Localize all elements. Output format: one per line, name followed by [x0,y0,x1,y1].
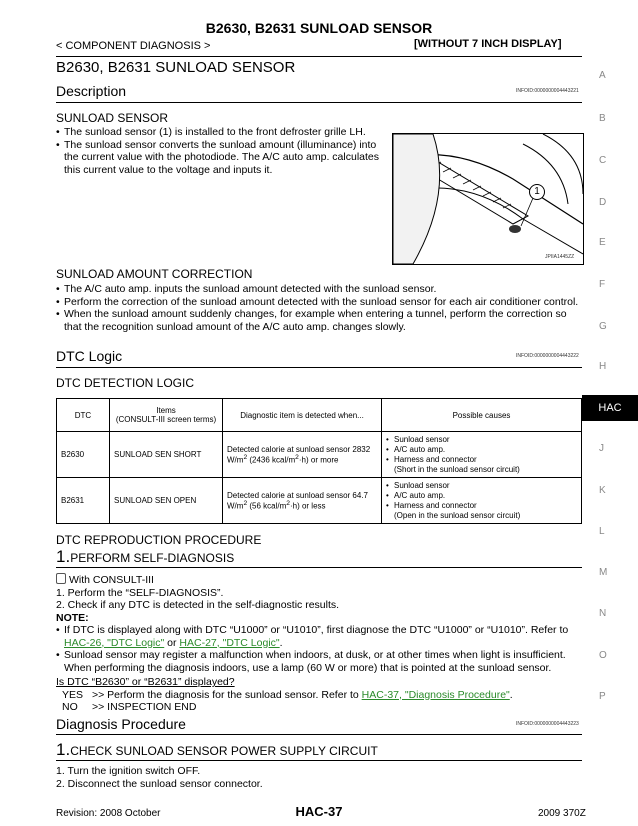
footer-revision: Revision: 2008 October [56,808,161,819]
divider [56,760,582,761]
step-number: 1. [56,740,71,759]
yes-line: YES >> Perform the diagnosis for the sunload sensor. Refer to HAC-37, "Diagnosis Procedure". [62,688,513,701]
section-tab-hac[interactable]: HAC [582,395,638,421]
dtc-condition: Detected calorie at sunload sensor 64.7 $W/m^2$ (56 kcal/$m^2\cdot h$) or less [223,478,382,524]
link-hac-27[interactable]: HAC-27, "DTC Logic" [179,636,280,649]
side-letter: K [599,485,606,496]
side-letter: E [599,237,606,248]
list-item: • Perform the correction of the sunload amount detected with the sunload sensor for each air conditioner control. [56,296,584,309]
description-bullets [56,126,386,176]
sunload-sensor-heading: SUNLOAD SENSOR [56,111,169,125]
diagnosis-ref: INFOID:0000000004443223 [516,721,579,727]
consult-icon [56,573,66,584]
side-letter: P [599,691,606,702]
dtc-code: B2630 [57,432,110,478]
dtc-item: SUNLOAD SEN OPEN [110,478,223,524]
step-heading [56,547,234,567]
divider [56,734,582,735]
diagnosis-heading: Diagnosis Procedure [56,716,186,732]
side-letter: L [599,526,605,537]
side-letter: N [599,608,607,619]
step-number: 1. [56,547,71,566]
list-item: • The sunload sensor (1) is installed to the front defroster grille LH. [56,126,386,139]
note-bullets [56,624,584,674]
side-letter: O [599,650,607,661]
list-item: 1. Perform the “SELF-DIAGNOSIS”. [56,586,224,599]
sunload-sensor-figure [392,133,584,265]
list-item: 2. Check if any DTC is detected in the self-diagnostic results. [56,599,340,611]
page-header-title: B2630, B2631 SUNLOAD SENSOR [205,20,433,36]
list-item: • Harness and connector (Open in the sunload sensor circuit) [386,501,577,521]
side-letter: A [599,70,606,81]
divider [56,567,582,568]
display-variant-label: [WITHOUT 7 INCH DISPLAY] [414,38,562,50]
correction-heading: SUNLOAD AMOUNT CORRECTION [56,267,253,281]
footer-page-number: HAC-37 [295,804,343,819]
side-letter: F [599,279,606,290]
list-item: • A/C auto amp. [386,491,577,501]
list-item: • Harness and connector (Short in the sunload sensor circuit) [386,455,577,475]
dtc-table [56,398,582,524]
col-causes: Possible causes [382,399,582,432]
side-letter: C [599,155,607,166]
col-dtc: DTC [57,399,110,432]
table-row [57,478,582,524]
list-item: • Sunload sensor may register a malfunction when indoors, at dusk, or at other times when light is insufficient. When performing the diagnosis indoors, use a lamp (60 W or more) that is pointed at the sunload sensor. [56,649,584,674]
table-header-row [57,399,582,432]
breadcrumb: < COMPONENT DIAGNOSIS > [56,40,211,52]
no-line: NO >> INSPECTION END [62,701,197,713]
description-ref: INFOID:0000000004443221 [516,88,579,94]
dtc-condition: Detected calorie at sunload sensor 2832 $W/m^2$ (2436 kcal/$m^2\cdot h$) or more [223,432,382,478]
side-letter: G [599,321,607,332]
dtc-logic-ref: INFOID:0000000004443222 [516,353,579,359]
footer-model: 2009 370Z [538,808,586,819]
dtc-logic-heading: DTC Logic [56,348,123,364]
correction-bullets [56,283,584,333]
list-item: 1. Turn the ignition switch OFF. [56,765,201,777]
diagnosis-steps [56,765,263,790]
note-label: NOTE: [56,611,89,624]
list-item: • If DTC is displayed along with DTC “U1000” or “U1010”, first diagnose the DTC “U1000” or “U1010”. Refer to HAC-26, "DTC Logic" or HAC-27, "DTC Logic". [56,624,584,649]
side-letter: D [599,197,607,208]
step-title: CHECK SUNLOAD SENSOR POWER SUPPLY CIRCUIT [70,744,378,758]
dashboard-illustration [393,134,583,264]
page-title: B2630, B2631 SUNLOAD SENSOR [56,59,296,76]
link-hac-37[interactable]: HAC-37, "Diagnosis Procedure" [361,688,510,701]
col-detected: Diagnostic item is detected when... [223,399,382,432]
reproduction-body [56,573,584,714]
link-hac-26[interactable]: HAC-26, "DTC Logic" [64,636,165,649]
consult-line: With CONSULT-III [56,573,584,587]
step-title: PERFORM SELF-DIAGNOSIS [70,551,235,565]
reproduction-heading: DTC REPRODUCTION PROCEDURE [56,533,262,547]
list-item: • When the sunload amount suddenly changes, for example when entering a tunnel, perform the correction so that the recognition sunload amount of the A/C auto amp. changes slowly. [56,308,584,333]
divider [56,367,582,368]
question: Is DTC “B2630” or “B2631” displayed? [56,676,235,688]
dtc-causes [382,478,582,524]
side-letter: B [599,113,606,124]
side-letter: H [599,361,607,372]
callout-1: 1 [529,184,545,200]
list-item: • Sunload sensor [386,435,577,445]
table-row [57,432,582,478]
divider [56,102,582,103]
list-item: • The A/C auto amp. inputs the sunload amount detected with the sunload sensor. [56,283,584,296]
dtc-item: SUNLOAD SEN SHORT [110,432,223,478]
list-item: • A/C auto amp. [386,445,577,455]
side-letter: M [599,567,608,578]
list-item: 2. Disconnect the sunload sensor connector. [56,777,263,790]
dtc-detection-heading: DTC DETECTION LOGIC [56,376,195,390]
step-heading [56,740,378,760]
list-item: • The sunload sensor converts the sunload amount (illuminance) into the current value with the photodiode. The A/C auto amp. calculates this current value to the voltage and inputs it. [56,139,386,177]
description-heading: Description [56,83,127,99]
figure-id: JPIIA1445ZZ [545,254,575,260]
dtc-causes [382,432,582,478]
header-divider [56,56,582,57]
dtc-code: B2631 [57,478,110,524]
col-items: Items (CONSULT-III screen terms) [110,399,223,432]
list-item: • Sunload sensor [386,481,577,491]
side-letter: J [599,443,604,454]
